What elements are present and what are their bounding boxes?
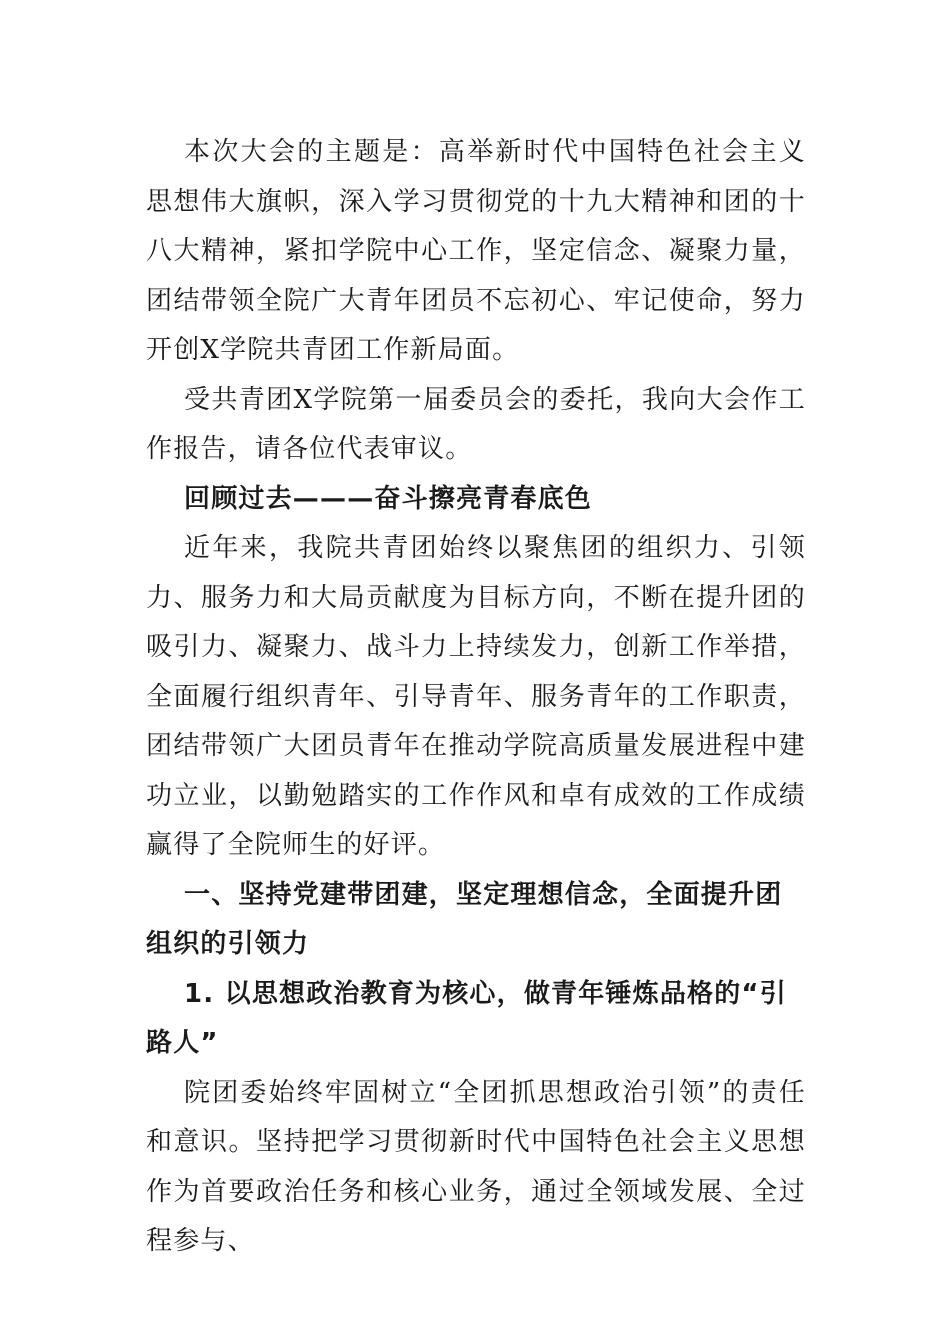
paragraph-theme: 本次大会的主题是：高举新时代中国特色社会主义思想伟大旗帜，深入学习贯彻党的十九大精神和团的十八大精神，紧扣学院中心工作，坚定信念、凝聚力量，团结带领全院广大青年团员不忘初心、牢记使命，努力开创X学院共青团工作新局面。 [146, 137, 806, 365]
paragraph-ideology-body: 院团委始终牢固树立“全团抓思想政治引领”的责任和意识。坚持把学习贯彻新时代中国特色社会主义思想作为首要政治任务和核心业务，通过全领域发展、全过程参与、 [146, 1077, 806, 1256]
section-heading-review: 回顾过去———奋斗擦亮青春底色 [184, 483, 593, 514]
paragraph-review-summary: 近年来，我院共青团始终以聚焦团的组织力、引领力、服务力和大局贡献度为目标方向，不断在提升团的吸引力、凝聚力、战斗力上持续发力，创新工作举措，全面履行组织青年、引导青年、服务青年的工作职责，团结带领广大团员青年在推动学院高质量发展进程中建功立业，以勤勉踏实的工作作风和卓有成效的工作成绩赢得了全院师生的好评。 [146, 533, 806, 860]
section-heading-party-building: 一、坚持党建带团建，坚定理想信念，全面提升团组织的引领力 [146, 879, 783, 959]
paragraph-report-intro: 受共青团X学院第一届委员会的委托，我向大会作工作报告，请各位代表审议。 [146, 384, 806, 464]
document-body [146, 128, 806, 1267]
subsection-heading-ideology: 1. 以思想政治教育为核心，做青年锤炼品格的“引路人” [146, 978, 787, 1058]
